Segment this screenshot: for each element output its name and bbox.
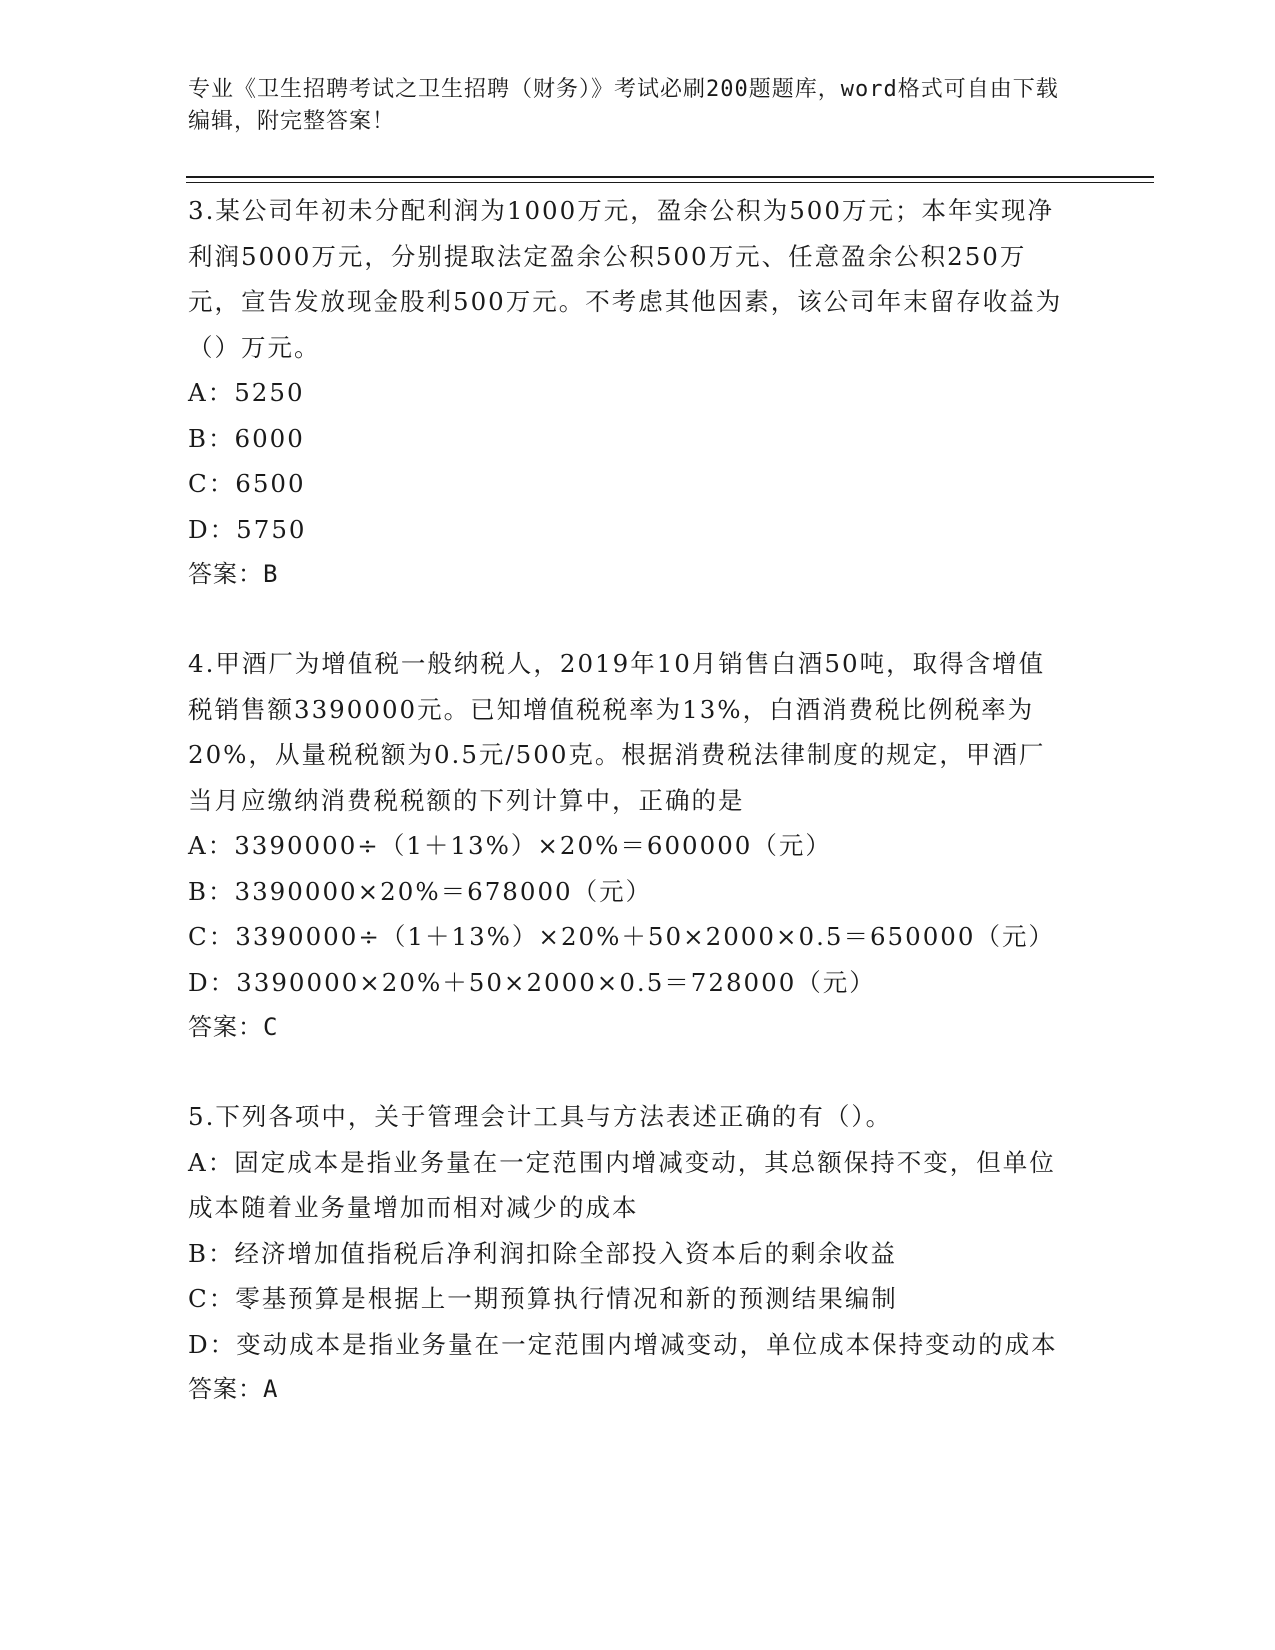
option-d: D：变动成本是指业务量在一定范围内增减变动，单位成本保持变动的成本: [188, 1329, 1058, 1359]
option-b: B：6000: [188, 423, 305, 453]
option-a: A：固定成本是指业务量在一定范围内增减变动，其总额保持不变，但单位成本随着业务量增加而相对减少的成本: [188, 1147, 1056, 1222]
option-c: C：6500: [188, 469, 306, 498]
question-stem: 4.甲酒厂为增值税一般纳税人，2019年10月销售白酒50吨，取得含增值税销售额3390000元。已知增值税税率为13%，白酒消费税比例税率为20%，从量税税额为0.5元/500克。根据消费税法律制度的规定，甲酒厂当月应缴纳消费税税额的下列计算中，正确的是: [188, 649, 1046, 815]
answer: 答案：B: [188, 560, 279, 588]
question-3: [188, 188, 1068, 598]
option-a: A：3390000÷（1＋13%）×20%＝600000（元）: [188, 831, 832, 860]
answer: 答案：C: [188, 1013, 279, 1041]
option-d: D：3390000×20%＋50×2000×0.5＝728000（元）: [188, 967, 876, 997]
question-5: [188, 1094, 1068, 1413]
option-a: A：5250: [188, 378, 305, 407]
option-b: B：经济增加值指税后净利润扣除全部投入资本后的剩余收益: [188, 1238, 898, 1268]
document-header: 专业《卫生招聘考试之卫生招聘（财务）》考试必刷200题题库，word格式可自由下载编辑，附完整答案！: [188, 77, 1059, 134]
question-4: [188, 641, 1068, 1051]
question-stem: 3.某公司年初未分配利润为1000万元，盈余公积为500万元；本年实现净利润5000万元，分别提取法定盈余公积500万元、任意盈余公积250万元，宣告发放现金股利500万元。不考虑其他因素，该公司年末留存收益为（）万元。: [188, 196, 1063, 362]
option-c: C：3390000÷（1＋13%）×20%＋50×2000×0.5＝650000（元）: [188, 922, 1055, 951]
header-divider-thin: [186, 182, 1154, 183]
answer: 答案：A: [188, 1375, 279, 1403]
question-stem: 5.下列各项中，关于管理会计工具与方法表述正确的有（）。: [188, 1102, 893, 1131]
option-b: B：3390000×20%＝678000（元）: [188, 876, 653, 906]
header-divider: [186, 176, 1154, 178]
option-c: C：零基预算是根据上一期预算执行情况和新的预测结果编制: [188, 1284, 898, 1313]
option-d: D：5750: [188, 514, 307, 544]
